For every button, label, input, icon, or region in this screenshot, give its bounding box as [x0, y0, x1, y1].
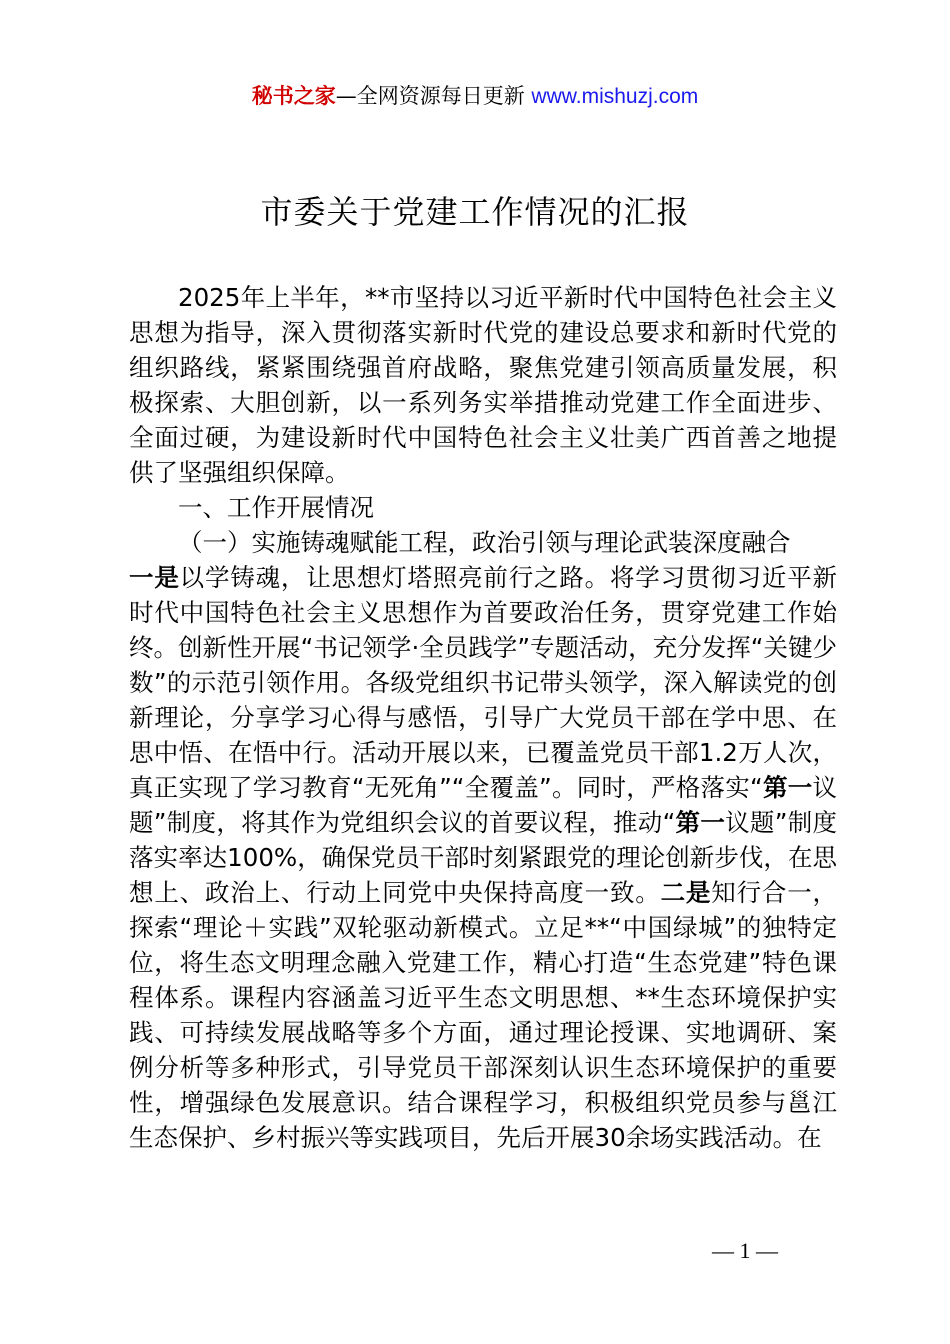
body-text: 议题”制度，将其作为党组织会议的首要议程，推动“	[129, 773, 837, 837]
site-header	[0, 80, 950, 113]
body-text: 以学铸魂，让思想灯塔照亮前行之路。将学习贯彻习近平新时代中国特色社会主义思想作为首要政治任务，贯穿党建工作始终。创新性开展“书记领学·全员践学”专题活动，充分发挥“关键少数”的示范引领作用。各级党组织书记带头领学，深入解读党的创新理论，分享学习心得与感悟，引导广大党员干部在学中思、在思中悟、在悟中行。活动开展以来，已覆盖党员干部1.2万人次，真正实现了学习教育“无死角”“全覆盖”。同时，严格落实“	[129, 563, 838, 802]
emphasis-first: 第一	[762, 773, 813, 802]
section-heading: 一、工作开展情况	[178, 493, 374, 522]
point-label-first: 一是	[129, 563, 180, 592]
point-label-second: 二是	[660, 878, 712, 907]
subsection-heading: （一）实施铸魂赋能工程，政治引领与理论武装深度融合	[178, 528, 791, 557]
document-body	[129, 280, 837, 1155]
intro-paragraph: 2025年上半年，**市坚持以习近平新时代中国特色社会主义思想为指导，深入贯彻落实新时代党的建设总要求和新时代党的组织路线，紧紧围绕强首府战略，聚焦党建引领高质量发展，积极探索、大胆创新，以一系列务实举措推动党建工作全面进步、全面过硬，为建设新时代中国特色社会主义壮美广西首善之地提供了坚强组织保障。	[129, 283, 837, 487]
site-slogan: —全网资源每日更新	[335, 84, 532, 108]
site-brand: 秘书之家	[251, 84, 336, 108]
document-title: 市委关于党建工作情况的汇报	[260, 193, 690, 231]
body-text: 议题”制度落实率达100%，确保党员干部时刻紧跟党的理论创新步伐，在思想上、政治上、行动上同党中央保持高度一致。	[129, 808, 837, 907]
body-paragraph	[129, 560, 837, 1155]
site-url-link[interactable]: www.mishuzj.com	[531, 85, 699, 108]
body-text: 知行合一，探索“理论＋实践”双轮驱动新模式。立足**“中国绿城”的独特定位，将生态文明理念融入党建工作，精心打造“生态党建”特色课程体系。课程内容涵盖习近平生态文明思想、**生态环境保护实践、可持续发展战略等多个方面，通过理论授课、实地调研、案例分析等多种形式，引导党员干部深刻认识生态环境保护的重要性，增强绿色发展意识。结合课程学习，积极组织党员参与邕江生态保护、乡村振兴等实践项目，先后开展30余场实践活动。在	[129, 878, 838, 1152]
page-number: — 1 —	[712, 1238, 778, 1263]
emphasis-first: 第一	[675, 808, 726, 837]
